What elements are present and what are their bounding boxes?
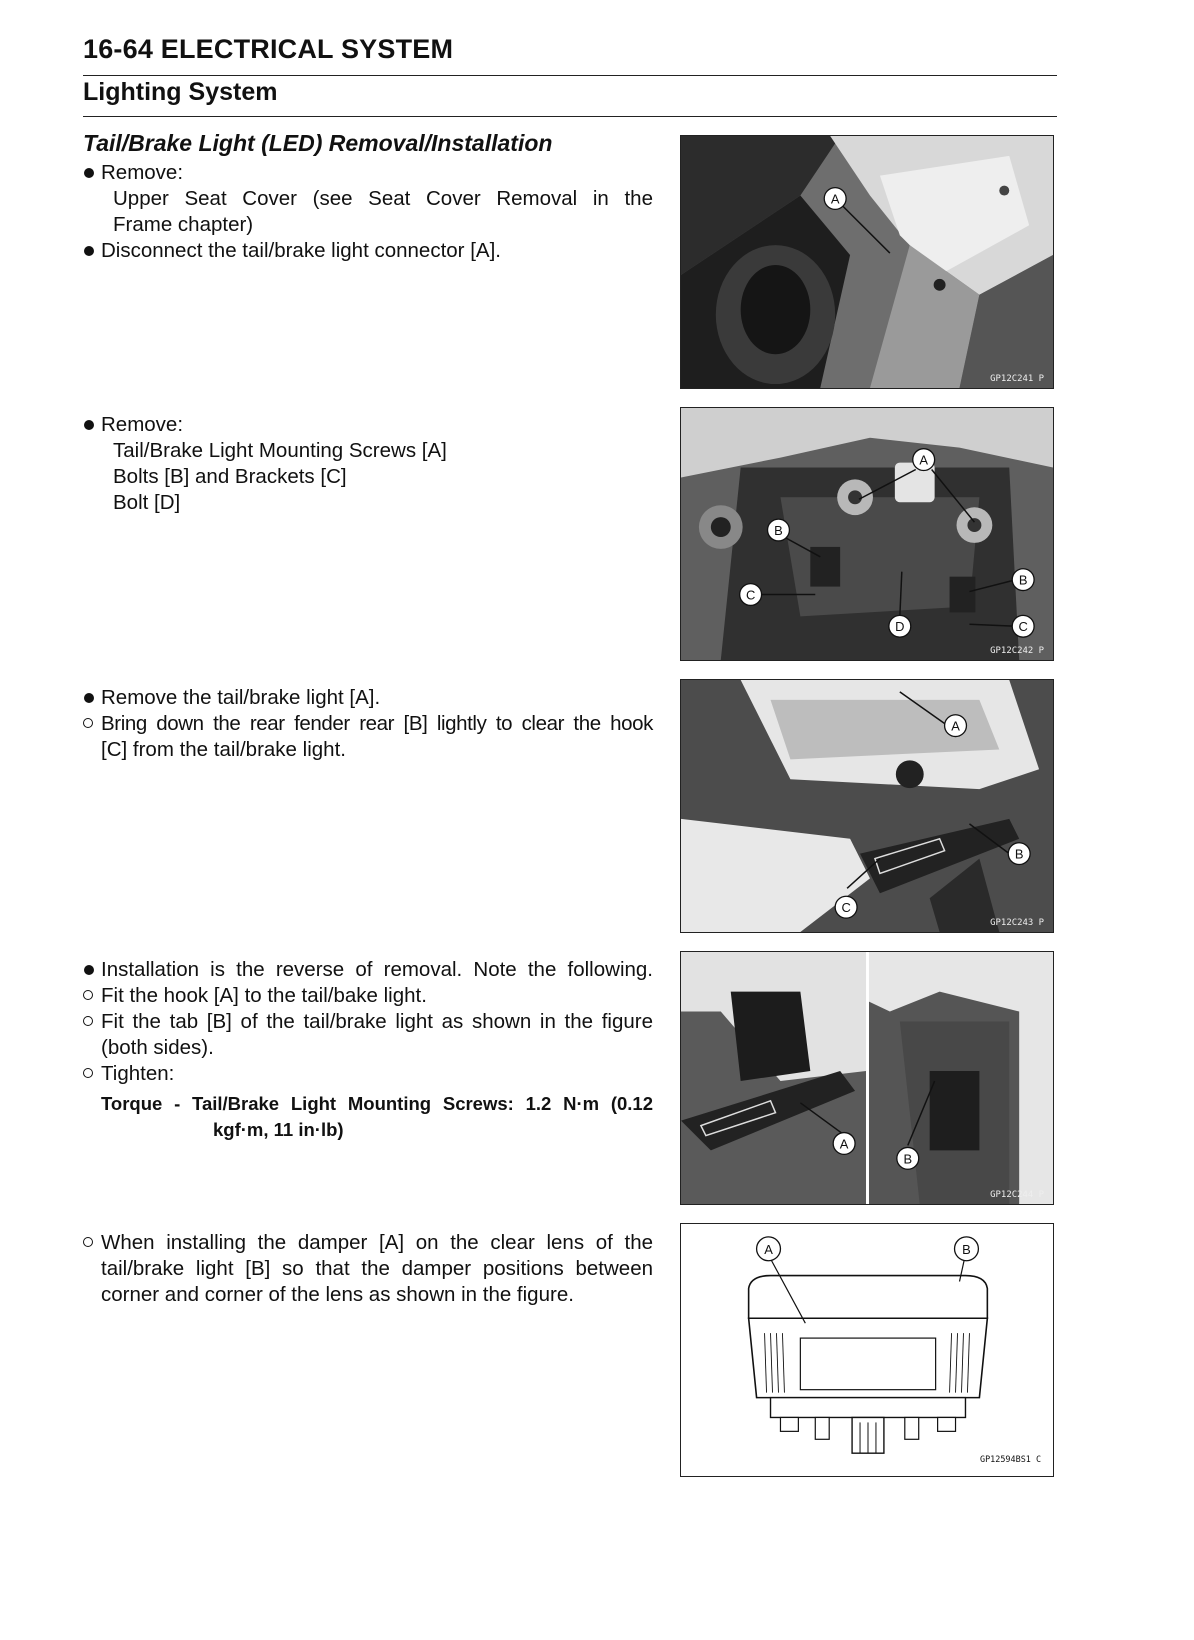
step5-note-a: When installing the damper [A] on the clear lens of the	[83, 1230, 653, 1256]
fig2-callout-b-left: B	[774, 523, 783, 538]
step4-install: Installation is the reverse of removal. Note the following.	[83, 957, 653, 983]
figure-2-photo	[680, 407, 1054, 661]
step2-remove: Remove:	[83, 412, 653, 438]
step1-disconnect: Disconnect the tail/brake light connector [A].	[83, 238, 653, 264]
fig5-callout-b: B	[962, 1241, 971, 1257]
fig1-code: GP12C241 P	[990, 374, 1045, 385]
fig2-callout-c-right: C	[1018, 619, 1028, 635]
torque-line-2: kgf·m, 11 in·lb)	[213, 1119, 344, 1140]
fig1-callout-a: A	[830, 191, 840, 207]
fig3-callout-a: A	[951, 718, 960, 734]
figure-1-photo	[680, 135, 1054, 389]
procedure-title: Tail/Brake Light (LED) Removal/Installation	[83, 130, 553, 156]
fig4-callout-b: B	[903, 1151, 913, 1167]
fig3-callout-c: C	[841, 900, 851, 916]
step1-remove: Remove:	[83, 160, 653, 186]
step4-fit-hook: Fit the hook [A] to the tail/bake light.	[83, 983, 653, 1009]
fig2-callout-c-left: C	[745, 587, 756, 603]
step3-remove: Remove the tail/brake light [A].	[83, 685, 653, 711]
step2-item-1: Tail/Brake Light Mounting Screws [A]	[113, 439, 447, 462]
step-5	[83, 1230, 653, 1308]
section-rule	[83, 116, 1057, 117]
step-2	[83, 412, 653, 516]
fig2-callout-b-right: B	[1018, 572, 1028, 588]
fig2-callout-d: D	[895, 619, 905, 635]
step4-fit-tab-b: (both sides).	[101, 1036, 214, 1059]
figure-5-drawing	[680, 1223, 1054, 1477]
torque-spec	[101, 1091, 653, 1143]
fig5-code: GP12594BS1 C	[980, 1454, 1042, 1465]
step-3	[83, 685, 653, 763]
torque-line-1: Torque - Tail/Brake Light Mounting Screws: 1.2 N·m (0.12	[101, 1093, 653, 1114]
figure-4-photo	[680, 951, 1054, 1205]
step2-item-2: Bolts [B] and Brackets [C]	[113, 465, 347, 488]
step5-note-c: corner and corner of the lens as shown in the figure.	[101, 1283, 574, 1306]
step-4	[83, 957, 653, 1087]
fig2-callout-a: A	[919, 452, 929, 468]
step1-item-a: Upper Seat Cover (see Seat Cover Removal in the	[113, 187, 653, 210]
page-section-title: Lighting System	[83, 78, 278, 106]
figure-3-photo	[680, 679, 1054, 933]
step2-item-3: Bolt [D]	[113, 491, 181, 514]
step4-tighten: Tighten:	[83, 1061, 653, 1087]
step4-fit-tab-a: Fit the tab [B] of the tail/brake light as shown in the figure	[83, 1009, 653, 1035]
step5-note-b: tail/brake light [B] so that the damper positions between	[101, 1257, 653, 1280]
fig2-code: GP12C242 P	[990, 646, 1045, 657]
fig3-code: GP12C243 P	[990, 918, 1045, 929]
step3-note-b: [C] from the tail/brake light.	[101, 738, 346, 761]
step-1	[83, 160, 653, 264]
fig4-code: GP12C244 P	[990, 1190, 1045, 1201]
fig3-callout-b: B	[1014, 846, 1024, 862]
step1-item-b: Frame chapter)	[113, 213, 254, 236]
step3-note-a: Bring down the rear fender rear [B] lightly to clear the hook	[83, 711, 653, 737]
fig4-callout-a: A	[839, 1136, 849, 1152]
page-header-title: 16-64 ELECTRICAL SYSTEM	[83, 34, 454, 64]
header-rule	[83, 75, 1057, 76]
fig5-callout-a: A	[764, 1241, 773, 1257]
